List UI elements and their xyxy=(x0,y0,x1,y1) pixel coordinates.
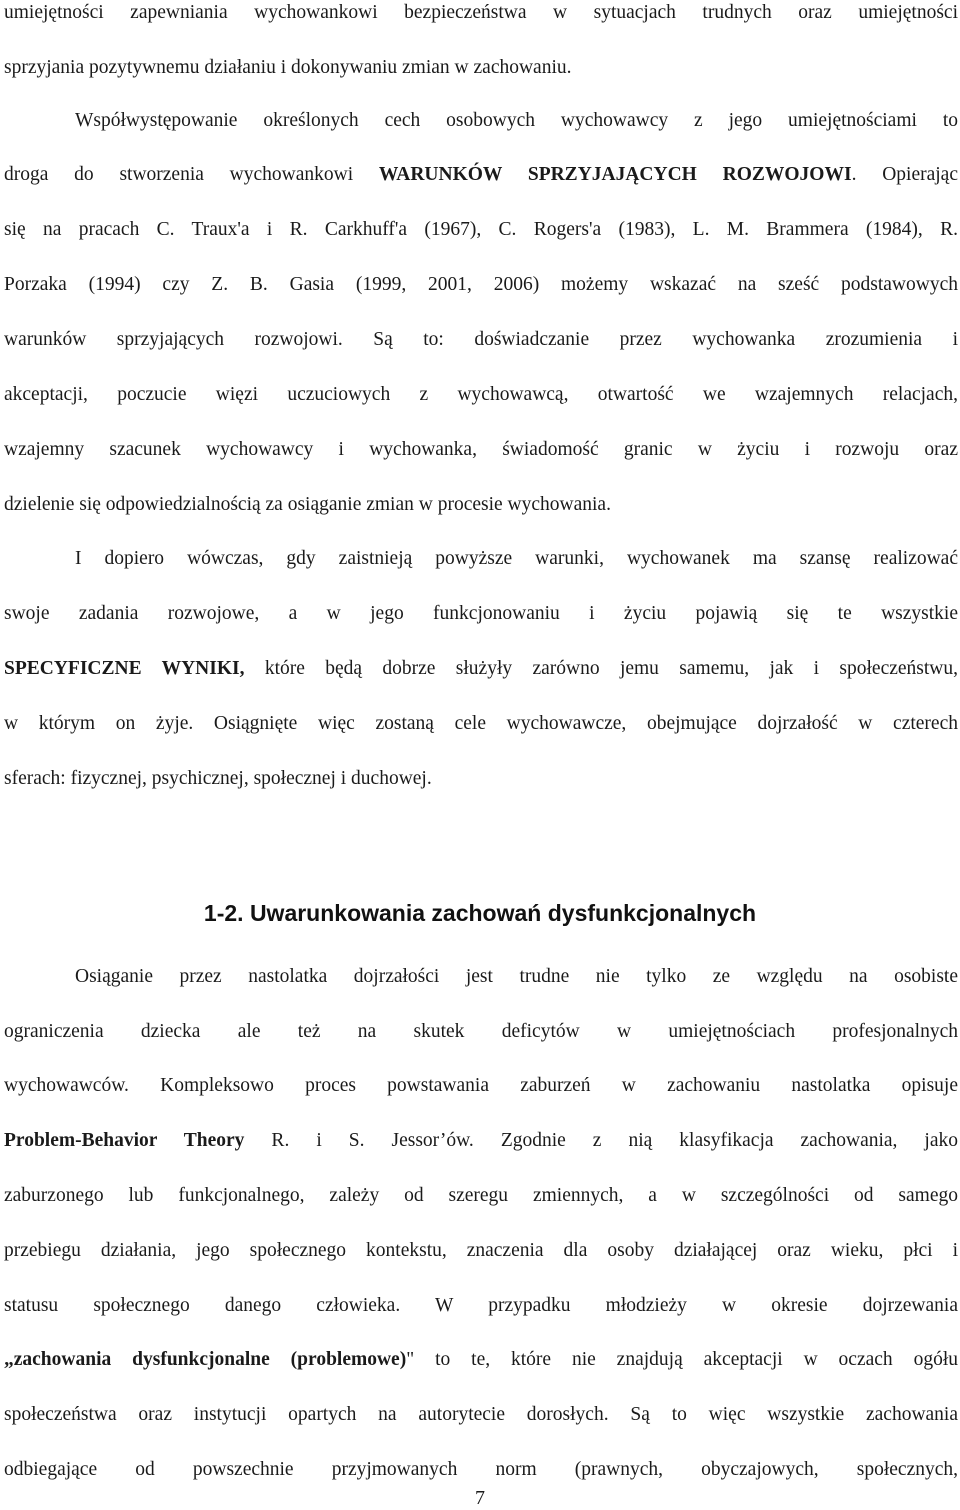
text-line: ograniczenia dziecka ale też na skutek deficytów w umiejętnościach profesjonalnych xyxy=(4,1021,958,1042)
text-line: wzajemny szacunek wychowawcy i wychowanka, świadomość granic w życiu i rozwoju oraz xyxy=(4,439,958,460)
text-line: w którym on żyje. Osiągnięte więc zostaną cele wychowawcze, obejmujące dojrzałość w czterech xyxy=(4,713,958,734)
text-line xyxy=(4,1128,958,1154)
page-number: 7 xyxy=(475,1487,485,1509)
text-line xyxy=(4,162,958,188)
text-line xyxy=(4,656,958,682)
bold-phrase: Problem-Behavior Theory xyxy=(4,1130,245,1151)
text-line: przebiegu działania, jego społecznego kontekstu, znaczenia dla osoby działającej oraz wieku, płci i xyxy=(4,1240,958,1261)
text-line: społeczeństwa oraz instytucji opartych na autorytecie dorosłych. Są to więc wszystkie zachowania xyxy=(4,1404,958,1425)
text-line: Współwystępowanie określonych cech osobowych wychowawcy z jego umiejętnościami to xyxy=(75,110,958,131)
text-line: Osiąganie przez nastolatka dojrzałości jest trudne nie tylko ze względu na osobiste xyxy=(75,966,958,987)
text-span: " to te, które nie znajdują akceptacji w oczach ogółu xyxy=(406,1349,958,1370)
bold-phrase: WARUNKÓW SPRZYJAJĄCYCH ROZWOJOWI xyxy=(378,164,852,185)
text-line: akceptacji, poczucie więzi uczuciowych z wychowawcą, otwartość we wzajemnych relacjach, xyxy=(4,384,958,405)
text-line: sprzyjania pozytywnemu działaniu i dokonywaniu zmian w zachowaniu. xyxy=(4,57,572,78)
text-line: swoje zadania rozwojowe, a w jego funkcjonowaniu i życiu pojawią się te wszystkie xyxy=(4,603,958,624)
text-span: R. i S. Jessor’ów. Zgodnie z nią klasyfikacja zachowania, jako xyxy=(244,1130,958,1151)
text-line: umiejętności zapewniania wychowankowi bezpieczeństwa w sytuacjach trudnych oraz umiejętności xyxy=(4,2,958,23)
text-line: odbiegające od powszechnie przyjmowanych norm (prawnych, obyczajowych, społecznych, xyxy=(4,1459,958,1480)
section-heading: 1-2. Uwarunkowania zachowań dysfunkcjonalnych xyxy=(203,900,757,926)
text-span: droga do stworzenia wychowankowi xyxy=(4,164,379,185)
text-line xyxy=(4,1347,958,1373)
text-span: . Opierając xyxy=(851,164,958,185)
bold-phrase: „zachowania dysfunkcjonalne (problemowe) xyxy=(4,1349,407,1370)
bold-phrase: SPECYFICZNE WYNIKI, xyxy=(4,658,245,679)
text-line: warunków sprzyjających rozwojowi. Są to: doświadczanie przez wychowanka zrozumienia i xyxy=(4,329,958,350)
text-span: które będą dobrze służyły zarówno jemu samemu, jak i społeczeństwu, xyxy=(244,658,958,679)
text-line: dzielenie się odpowiedzialnością za osiąganie zmian w procesie wychowania. xyxy=(4,494,611,515)
text-line: Porzaka (1994) czy Z. B. Gasia (1999, 2001, 2006) możemy wskazać na sześć podstawowych xyxy=(4,274,958,295)
text-line: sferach: fizycznej, psychicznej, społecznej i duchowej. xyxy=(4,768,432,789)
text-line: zaburzonego lub funkcjonalnego, zależy od szeregu zmiennych, a w szczególności od samego xyxy=(4,1185,958,1206)
text-line: się na pracach C. Traux'a i R. Carkhuff'a (1967), C. Rogers'a (1983), L. M. Brammera (1984), R. xyxy=(4,219,958,240)
text-line: I dopiero wówczas, gdy zaistnieją powyższe warunki, wychowanek ma szansę realizować xyxy=(75,548,958,569)
text-line: wychowawców. Kompleksowo proces powstawania zaburzeń w zachowaniu nastolatka opisuje xyxy=(4,1075,958,1096)
text-line: statusu społecznego danego człowieka. W przypadku młodzieży w okresie dojrzewania xyxy=(4,1295,958,1316)
